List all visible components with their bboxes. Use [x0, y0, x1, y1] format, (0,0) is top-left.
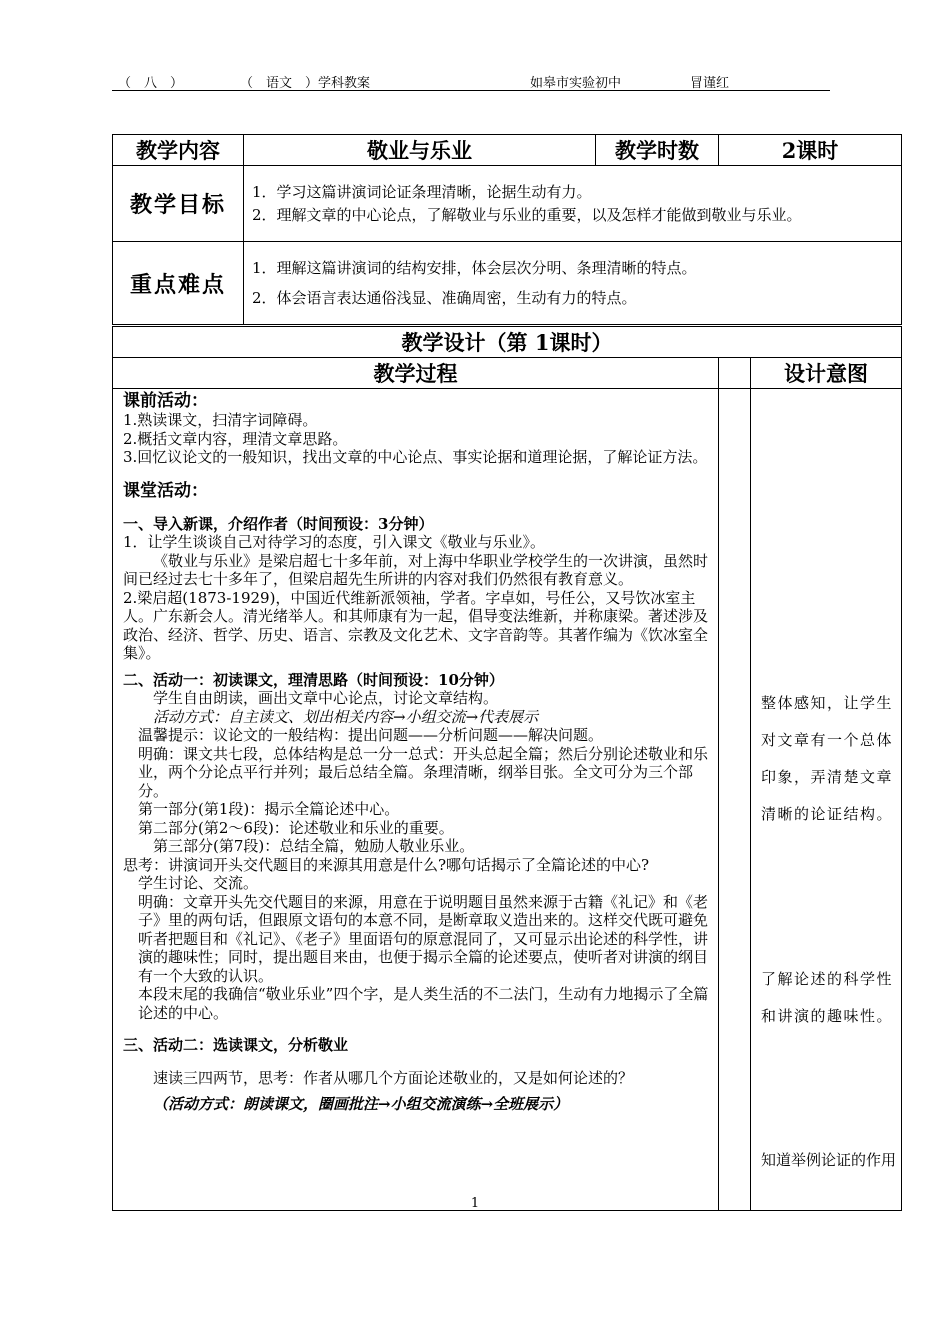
hours-label: 教学时数 [596, 135, 719, 166]
paragraph: 明确：课文共七段，总体结构是总一分一总式：开头总起全篇；然后分别论述敬业和乐业，两个分论点平行并列；最后总结全篇。条理清晰，纲举目张。全文可分为三个部分。 [138, 744, 709, 800]
header-teacher: 冒谨红 [690, 76, 730, 91]
activity-mode: 活动方式：自主读文、划出相关内容→小组交流→代表展示 [153, 707, 539, 726]
process-cell [113, 389, 719, 1211]
lesson-plan-table [112, 134, 902, 1211]
paragraph: 2.梁启超(1873-1929)，中国近代维新派领袖，学者。字卓如，号任公，又号饮冰室主人。广东新会人。清光绪举人。和其师康有为一起，倡导变法维新，并称康梁。著述涉及政治、经济、哲学、历史、语言、宗教及文化艺术、文字音韵等。其著作编为《饮冰室全集》。 [123, 588, 709, 662]
intent-note: 知道举例论证的作用 [761, 1151, 897, 1169]
difficulty-item: 2．体会语言表达通俗浅显、准确周密，生动有力的特点。 [252, 289, 637, 307]
page-header [112, 72, 830, 91]
section-2-heading: 二、活动一：初读课文，理清思路（时间预设：10分钟） [123, 670, 504, 689]
paragraph: 本段末尾的我确信“敬业乐业”四个字，是人类生活的不二法门，生动有力地揭示了全篇论述的中心。 [138, 985, 709, 1022]
content-label: 教学内容 [113, 135, 244, 166]
paragraph: 第二部分(第2～6段)：论述敬业和乐业的重要。 [138, 818, 454, 837]
intent-note: 了解论述的科学性和讲演的趣味性。 [761, 970, 894, 1025]
section-1-heading: 一、导入新课，介绍作者（时间预设：3分钟） [123, 514, 434, 533]
header-school: 如皋市实验初中 [530, 76, 622, 91]
paragraph: 第一部分(第1段)：揭示全篇论述中心。 [138, 800, 400, 818]
goal-item: 2．理解文章的中心论点，了解敬业与乐业的重要，以及怎样才能做到敬业与乐业。 [252, 205, 802, 224]
process-label: 教学过程 [113, 358, 719, 389]
intent-note: 整体感知，让学生对文章有一个总体印象，弄清楚文章清晰的论证结构。 [761, 694, 894, 823]
pre-item: 3.回忆议论文的一般知识，找出文章的中心论点、事实论据和道理论据，了解论证方法。 [123, 448, 708, 466]
difficulty-item: 1．理解这篇讲演词的结构安排，体会层次分明、条理清晰的特点。 [252, 259, 697, 277]
intent-label: 设计意图 [751, 358, 902, 389]
activity-mode: （活动方式：朗读课文，圈画批注→小组交流演练→全班展示） [153, 1095, 569, 1113]
paragraph: 学生自由朗读，画出文章中心论点，讨论文章结构。 [153, 689, 499, 707]
paragraph: 明确：文章开头先交代题目的来源，用意在于说明题目虽然来源于古籍《礼记》和《老子》里的两句话，但跟原文语句的本意不同，是断章取义造出来的。这样交代既可避免听者把题目和《礼记》、《老子》里面语句的原意混同了，又可显示出论述的科学性，讲演的趣味性；同时，提出题目来由，也便于揭示全篇的论述要点，使听者对讲演的纲目有一个大致的认识。 [138, 892, 709, 985]
spacer-cell [719, 358, 751, 389]
in-class-heading: 课堂活动： [123, 480, 208, 501]
header-subject: （ 语文 ）学科教案 [240, 76, 371, 91]
section-3-heading: 三、活动二：选读课文，分析敬业 [123, 1036, 349, 1054]
difficulties-cell [244, 242, 902, 326]
paragraph: 1．让学生谈谈自己对待学习的态度，引入课文《敬业与乐业》。 [123, 533, 546, 551]
goals-label: 教学目标 [113, 166, 244, 242]
paragraph: 思考：讲演词开头交代题目的来源其用意是什么?哪句话揭示了全篇论述的中心? [123, 855, 650, 874]
paragraph: 速读三四两节，思考：作者从哪几个方面论述敬业的，又是如何论述的？ [153, 1068, 634, 1087]
goal-item: 1．学习这篇讲演词论证条理清晰，论据生动有力。 [252, 182, 592, 201]
intent-cell [751, 389, 902, 1211]
content-value: 敬业与乐业 [244, 135, 596, 166]
spacer-cell [719, 389, 751, 1211]
pre-class-heading: 课前活动： [123, 391, 208, 411]
hours-value: 2课时 [719, 135, 902, 166]
paragraph: 第三部分(第7段)：总结全篇，勉励人敬业乐业。 [153, 837, 475, 855]
pre-item: 2.概括文章内容，理清文章思路。 [123, 429, 348, 448]
design-title: 教学设计（第 1课时） [113, 326, 902, 358]
difficulties-label: 重点难点 [113, 242, 244, 326]
pre-item: 1.熟读课文，扫清字词障碍。 [123, 411, 318, 429]
page-number: 1 [470, 1196, 480, 1211]
paragraph: 温馨提示：议论文的一般结构：提出问题——分析问题——解决问题。 [138, 726, 604, 744]
paragraph: 学生讨论、交流。 [138, 874, 259, 892]
paragraph: 《敬业与乐业》是梁启超七十多年前，对上海中华职业学校学生的一次讲演，虽然时间已经过去七十多年了，但梁启超先生所讲的内容对我们仍然很有教育意义。 [123, 551, 709, 588]
header-grade: （ 八 ） [118, 76, 184, 91]
goals-cell [244, 166, 902, 242]
